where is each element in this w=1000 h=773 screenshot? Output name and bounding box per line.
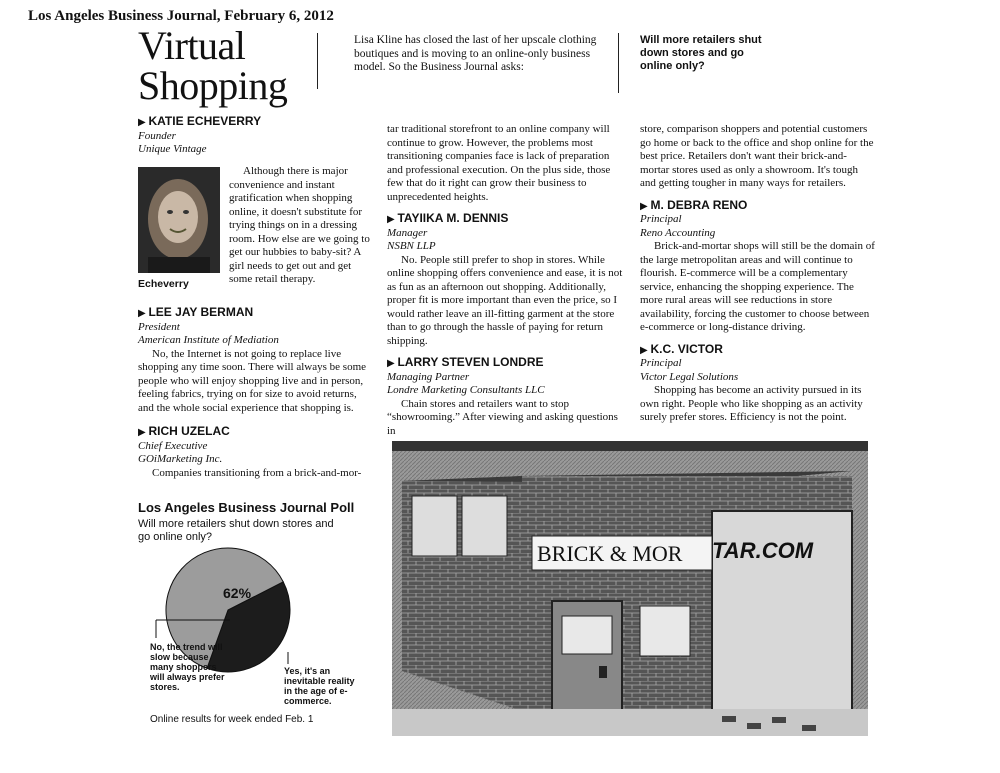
respondent-org: NSBN LLP <box>387 240 436 252</box>
side-window <box>462 496 507 556</box>
column-gap <box>377 120 378 480</box>
respondent-title: Founder <box>138 129 176 142</box>
sidewalk <box>392 709 868 736</box>
respondent-text-cont: tar traditional storefront to an online company will continue to grow. However, the problems most transitioning companies face is lack of preparation and professional execution. On the plus side, those few that do it right can grow their business to unprecedented heights. <box>387 123 611 203</box>
respondent-text: Brick-and-mortar shops will still be the domain of the large metropolitan areas and will continue to flourish. E-commerce will be a complementary service, enhancing the shopping experience. The more rural areas will see reductions in store availability, forcing the customer to choose between e-commerce or long-distance driving. <box>640 240 875 333</box>
respondent-title: Principal <box>640 213 682 225</box>
sign-text-dotcom: TAR.COM <box>712 538 814 563</box>
respondent-text: Companies transitioning from a brick-and-mor- <box>152 466 362 479</box>
brick-and-mortar-illustration <box>392 441 868 736</box>
respondent-title: Principal <box>640 357 682 369</box>
respondent-name: ▶ RICH UZELAC <box>138 425 370 440</box>
illustration-top-border <box>392 441 868 451</box>
side-window <box>412 496 457 556</box>
respondent-text-cont: store, comparison shoppers and potential customers go home or back to the office and shop online for the best price. Retailers don't want their brick-and-mortar stores used as only a showroom. It's tough and getting tougher in many ways for retailers. <box>640 123 874 189</box>
door-window <box>562 616 612 654</box>
respondent-text: Although there is major convenience and instant gratification when shopping online, it doesn't substitute for trying things on in a dressing room. How else are we going to get our hubbies to baby-sit? A girl needs to get out and get some retail therapy. <box>229 165 370 285</box>
column-1 <box>138 115 370 157</box>
poll-title: Los Angeles Business Journal Poll <box>138 500 355 515</box>
fallen-brick <box>747 723 761 729</box>
poll-question: Will more retailers shut down stores and go online only? <box>138 518 334 543</box>
respondent-text: Shopping has become an activity pursued in its own right. People who like shopping as an activity surely prefer stores. Efficiency is not the point. <box>640 384 863 423</box>
respondent-name: ▶ LARRY STEVEN LONDRE <box>387 356 623 371</box>
respondent-title: Manager <box>387 226 428 239</box>
respondent-text: Chain stores and retailers want to stop “showrooming.” After viewing and asking questions in <box>387 397 618 437</box>
column-1-lower <box>138 298 370 480</box>
respondent-title: Chief Executive <box>138 439 208 452</box>
fallen-brick <box>772 717 786 723</box>
photo-caption: Echeverry <box>138 278 189 290</box>
respondent-name: ▶ LEE JAY BERMAN <box>138 306 370 321</box>
fallen-brick <box>722 716 736 722</box>
headline-line-2: Shopping <box>138 63 288 108</box>
headline <box>138 23 288 108</box>
respondent-org: Unique Vintage <box>138 143 207 155</box>
respondent-title: Managing Partner <box>387 370 470 383</box>
poll-box <box>138 500 370 544</box>
respondent-text: No, the Internet is not going to replace live shopping any time soon. There will always be some people who will enjoy shopping live and in person, feeling fabrics, trying on for size to avoid returns, and the whole social experience that shopping is. <box>138 347 367 414</box>
poll-yes-label: Yes, it's an inevitable reality in the age of e-commerce. <box>284 666 355 706</box>
fallen-brick <box>802 725 816 731</box>
headline-line-1: Virtual <box>138 23 246 68</box>
pie-percent-label: 62% <box>223 585 252 601</box>
header-divider-1 <box>317 33 318 89</box>
sign-text-brick: BRICK & MOR <box>537 541 683 566</box>
respondent-name: ▶ M. DEBRA RENO <box>640 199 876 214</box>
dateline: Los Angeles Business Journal, February 6, 2012 <box>28 8 334 24</box>
door-handle <box>599 666 607 678</box>
respondent-name: ▶ K.C. VICTOR <box>640 343 876 358</box>
respondent-title: President <box>138 320 180 333</box>
intro-text: Lisa Kline has closed the last of her upscale clothing boutiques and is moving to an online-only business model. So the Business Journal asks: <box>354 34 597 73</box>
header-divider-2 <box>618 33 619 93</box>
respondent-org: GOiMarketing Inc. <box>138 453 223 465</box>
front-window <box>640 606 690 656</box>
respondent-org: Londre Marketing Consultants LLC <box>387 384 545 396</box>
respondent-text: No. People still prefer to shop in stores. While online shopping offers convenience and ease, it is not as fun as an afternoon out shopping. Additionally, proper fit is more important than even the price, so I would rather leave an ill-fitting garment at the store than to go through the hassle of paying for return shipping. <box>387 253 623 347</box>
column-2 <box>387 123 623 438</box>
question-text: Will more retailers shut down stores and go online only? <box>640 34 762 72</box>
poll-no-label: No, the trend will slow because many shoppers will always prefer stores. <box>150 642 225 692</box>
respondent-org: Victor Legal Solutions <box>640 370 739 383</box>
poll-footnote: Online results for week ended Feb. 1 <box>150 714 314 725</box>
respondent-org: Reno Accounting <box>640 226 716 239</box>
column-3 <box>640 123 876 425</box>
echeverry-quote <box>229 165 370 287</box>
respondent-name: ▶ TAYIIKA M. DENNIS <box>387 212 623 227</box>
respondent-org: American Institute of Mediation <box>138 334 279 346</box>
respondent-name: ▶ KATIE ECHEVERRY <box>138 115 370 130</box>
echeverry-photo <box>138 167 220 273</box>
